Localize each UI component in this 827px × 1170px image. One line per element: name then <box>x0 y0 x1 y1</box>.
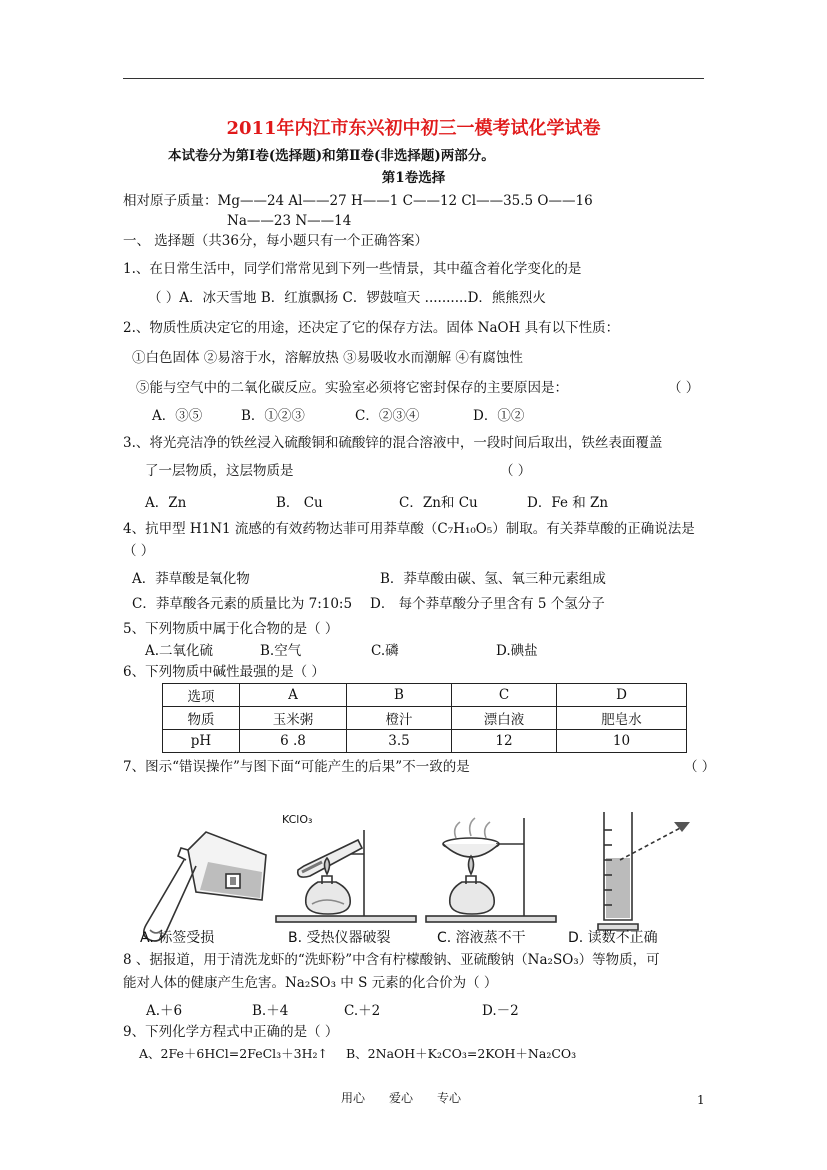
evaporating-dish-illustration <box>426 818 556 922</box>
option-2b: B．①②③ <box>241 408 305 424</box>
option-3b: B． Cu <box>276 495 323 511</box>
ph-table <box>162 683 687 753</box>
option-2d: D．①② <box>473 408 525 424</box>
question-3-cont: 了一层物质，这层物质是 <box>145 463 294 479</box>
question-1: 1.、在日常生活中，同学们常常见到下列一些情景，其中蕴含着化学变化的是 <box>123 261 582 277</box>
option-4d: D． 每个莽草酸分子里含有 5 个氢分子 <box>370 596 605 612</box>
question-8: 8 、据报道，用于清洗龙虾的“洗虾粉”中含有柠檬酸钠、亚硫酸钠（Na₂SO₃）等物质，可 <box>123 952 660 968</box>
question-3: 3.、将光亮洁净的铁丝浸入硫酸铜和硫酸锌的混合溶液中，一段时间后取出，铁丝表面覆盖 <box>123 435 663 451</box>
option-3c: C．Zn和 Cu <box>399 495 478 511</box>
question-7-answer-blank: （ ） <box>684 759 716 775</box>
question-6: 6、下列物质中碱性最强的是（ ） <box>123 664 325 680</box>
atomic-mass-line-1: 相对原子质量：Mg——24 Al——27 H——1 C——12 Cl——35.5 O——16 <box>123 193 593 209</box>
question-3-answer-blank: （ ） <box>500 463 532 479</box>
table-cell: 肥皂水 <box>557 707 687 730</box>
table-cell: 6 .8 <box>240 730 347 753</box>
question-4: 4、抗甲型 H1N1 流感的有效药物达菲可用莽草酸（C₇H₁₀O₅）制取。有关莽草酸的正确说法是 <box>123 521 695 537</box>
heating-test-tube-illustration <box>276 830 416 922</box>
option-2a: A．③⑤ <box>152 408 203 424</box>
footer-text-2: 爱心 <box>389 1091 414 1105</box>
intro: 本试卷分为第Ⅰ卷(选择题)和第Ⅱ卷(非选择题)两部分。 <box>168 148 495 164</box>
question-1-options: （ ）A．冰天雪地 B．红旗飘扬 C．锣鼓喧天 ..........D．熊熊烈火 <box>148 290 546 306</box>
part-heading: 一、 选择题（共36分，每小题只有一个正确答案） <box>123 233 428 249</box>
option-2c: C．②③④ <box>355 408 420 424</box>
option-4b: B．莽草酸由碳、氢、氧三种元素组成 <box>380 571 606 587</box>
table-cell: 玉米粥 <box>240 707 347 730</box>
table-cell: 橙汁 <box>347 707 452 730</box>
table-cell: 12 <box>452 730 557 753</box>
section-heading: 第1卷选择 <box>381 170 446 186</box>
caption-a: A. 标签受损 <box>140 930 215 946</box>
caption-d: D. 读数不正确 <box>568 930 658 946</box>
option-3a: A．Zn <box>145 495 187 511</box>
caption-c: C. 溶液蒸不干 <box>437 930 526 946</box>
option-8d: D.－2 <box>482 1003 519 1019</box>
option-8a: A.＋6 <box>146 1003 183 1019</box>
table-cell: 10 <box>557 730 687 753</box>
question-9: 9、下列化学方程式中正确的是（ ） <box>123 1024 339 1040</box>
question-8-cont: 能对人体的健康产生危害。Na₂SO₃ 中 S 元素的化合价为（ ） <box>123 975 498 991</box>
exam-title: 2011年内江市东兴初中初三一模考试化学试卷 <box>226 118 601 139</box>
graduated-cylinder-illustration <box>598 812 690 930</box>
option-8b: B.＋4 <box>252 1003 289 1019</box>
question-5: 5、下列物质中属于化合物的是（ ） <box>123 621 339 637</box>
table-cell: pH <box>163 730 240 753</box>
option-4c: C．莽草酸各元素的质量比为 7:10:5 <box>132 596 353 612</box>
option-5a: A.二氧化硫 <box>145 643 214 659</box>
table-cell: B <box>347 684 452 707</box>
table-cell: 物质 <box>163 707 240 730</box>
table-cell: D <box>557 684 687 707</box>
question-7: 7、图示“错误操作”与图下面“可能产生的后果”不一致的是 <box>123 759 470 775</box>
question-2: 2.、物质性质决定它的用途，还决定了它的保存方法。固体 NaOH 具有以下性质： <box>123 320 620 336</box>
question-4-answer-blank: （ ） <box>123 543 155 559</box>
option-5b: B.空气 <box>260 643 302 659</box>
footer-text-3: 专心 <box>437 1091 462 1105</box>
question-2-properties-cont: ⑤能与空气中的二氧化碳反应。实验室必须将它密封保存的主要原因是： <box>136 380 568 396</box>
option-5d: D.碘盐 <box>496 643 538 659</box>
question-2-answer-blank: （ ） <box>668 380 700 396</box>
option-3d: D．Fe 和 Zn <box>527 495 609 511</box>
table-row <box>163 684 687 707</box>
kclo3-label: KClO₃ <box>282 813 313 826</box>
pouring-bottle-illustration <box>144 832 266 941</box>
option-9b: B、2NaOH＋K₂CO₃=2KOH＋Na₂CO₃ <box>346 1046 577 1061</box>
table-cell: C <box>452 684 557 707</box>
header-rule <box>123 78 704 79</box>
table-row <box>163 730 687 753</box>
question-2-properties: ①白色固体 ②易溶于水，溶解放热 ③易吸收水而潮解 ④有腐蚀性 <box>132 350 523 366</box>
caption-b: B. 受热仪器破裂 <box>288 930 391 946</box>
option-4a: A．莽草酸是氧化物 <box>132 571 250 587</box>
atomic-mass-line-2: Na——23 N——14 <box>227 213 352 229</box>
option-9a: A、2Fe＋6HCl=2FeCl₃＋3H₂↑ <box>139 1046 329 1061</box>
table-cell: 选项 <box>163 684 240 707</box>
table-cell: A <box>240 684 347 707</box>
option-8c: C.＋2 <box>344 1003 381 1019</box>
page-number: 1 <box>697 1093 705 1107</box>
table-cell: 3.5 <box>347 730 452 753</box>
footer-text-1: 用心 <box>341 1091 366 1105</box>
table-row <box>163 707 687 730</box>
table-cell: 漂白液 <box>452 707 557 730</box>
option-5c: C.磷 <box>371 643 399 659</box>
